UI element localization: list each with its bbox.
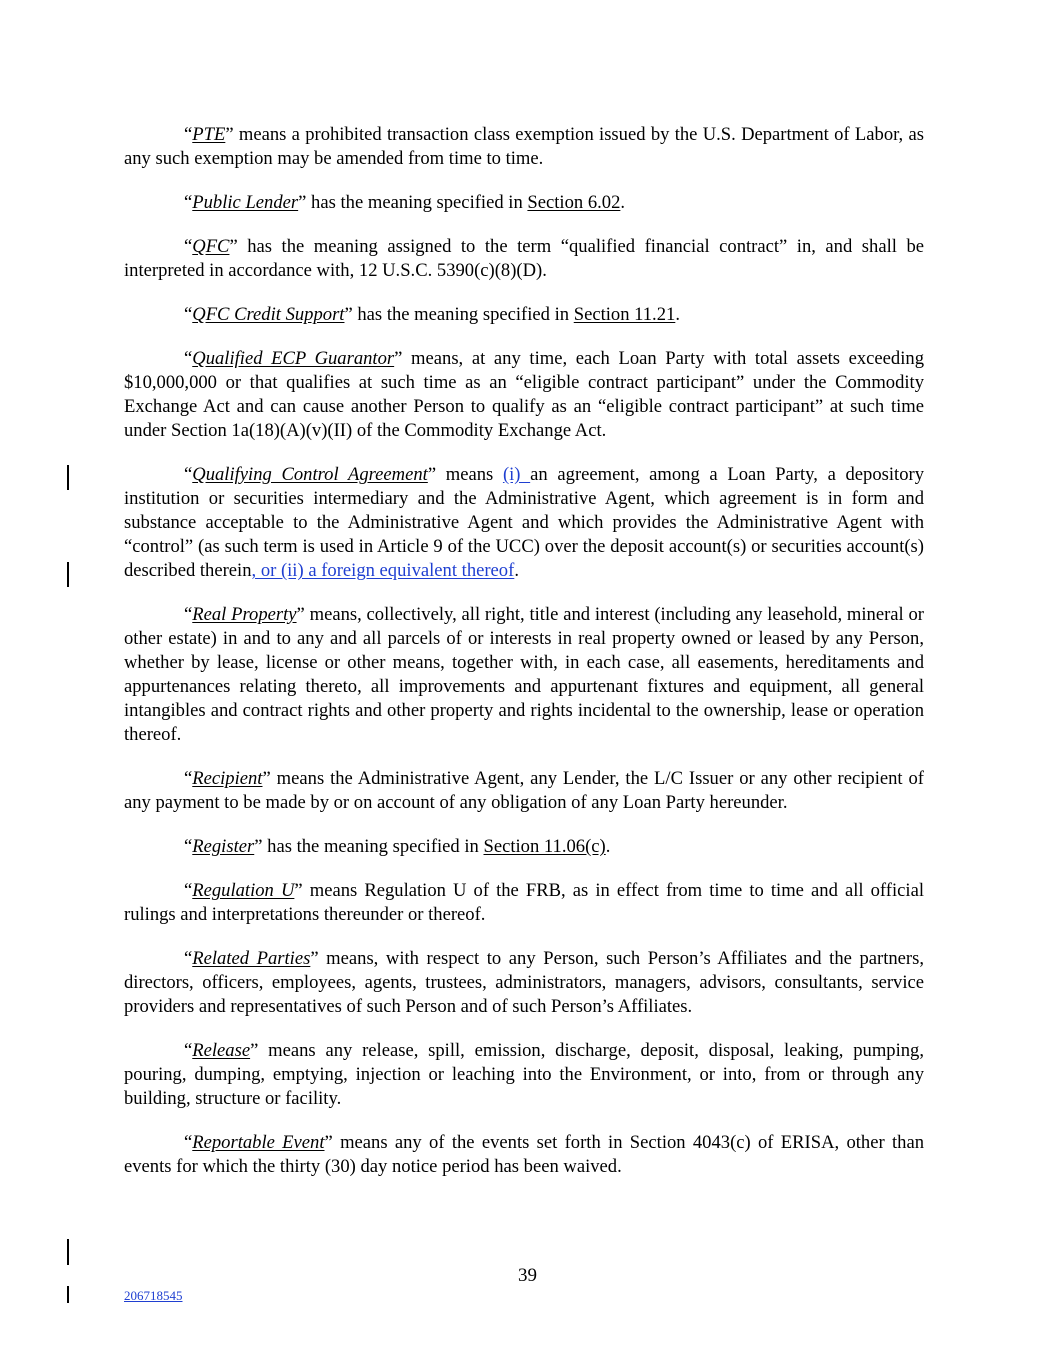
section-reference: Section 11.06(c): [483, 836, 606, 857]
section-reference: Section 11.21: [573, 304, 676, 325]
definition-public-lender: “Public Lender” has the meaning specified in Section 6.02.: [184, 192, 626, 213]
revision-change-bar: [67, 465, 69, 490]
defined-term: Release: [192, 1040, 251, 1061]
defined-term: Qualified ECP Guarantor: [192, 348, 395, 369]
definition-release: “Release” means any release, spill, emission, discharge, deposit, disposal, leaking, pumping, pouring, dumping, emptying, injection or leaching into the Environment, or into, from or through any building, structure or facility.: [124, 1040, 924, 1109]
defined-term: QFC: [192, 236, 230, 257]
definition-pte: “PTE” means a prohibited transaction class exemption issued by the U.S. Department of Labor, as any such exemption may be amended from time to time.: [124, 124, 924, 169]
defined-term: Public Lender: [192, 192, 299, 213]
defined-term: Register: [192, 836, 255, 857]
definition-register: “Register” has the meaning specified in Section 11.06(c).: [184, 836, 611, 857]
defined-term: Related Parties: [192, 948, 311, 969]
definition-related-parties: “Related Parties” means, with respect to any Person, such Person’s Affiliates and the partners, directors, officers, employees, agents, trustees, administrators, managers, advisors, consultants, service providers and representatives of such Person and of such Person’s Affiliates.: [124, 948, 924, 1017]
defined-term: Regulation U: [192, 880, 295, 901]
revision-change-bar: [67, 562, 69, 587]
defined-term: PTE: [192, 124, 226, 145]
definition-reportable-event: “Reportable Event” means any of the events set forth in Section 4043(c) of ERISA, other than events for which the thirty (30) day notice period has been waived.: [124, 1132, 924, 1177]
defined-term: Recipient: [192, 768, 263, 789]
defined-term: QFC Credit Support: [192, 304, 345, 325]
definition-qualified-ecp-guarantor: “Qualified ECP Guarantor” means, at any time, each Loan Party with total assets exceeding $10,000,000 or that qualifies at such time as an “eligible contract participant” under the Commodity Exchange Act and can cause another Person to qualify as an “eligible contract participant” at such time under Section 1a(18)(A)(v)(II) of the Commodity Exchange Act.: [124, 348, 924, 441]
defined-term: Qualifying Control Agreement: [192, 464, 428, 485]
document-id: 206718545: [124, 1288, 183, 1303]
definition-real-property: “Real Property” means, collectively, all right, title and interest (including any leasehold, mineral or other estate) in and to any and all parcels of or interests in real property owned or leased by any Person, whether by lease, license or other means, together with, in each case, all easements, hereditaments and appurtenances relating thereto, all improvements and appurtenant fixtures and equipment, all general intangibles and contract rights and other property and rights incidental to the ownership, lease or operation thereof.: [124, 604, 924, 745]
document-body: [124, 123, 924, 1199]
defined-term: Reportable Event: [192, 1132, 325, 1153]
revision-change-bar: [67, 1286, 69, 1303]
page-number: 39: [518, 1265, 537, 1286]
definition-qualifying-control-agreement: “Qualifying Control Agreement” means (i) an agreement, among a Loan Party, a depository institution or securities intermediary and the Administrative Agent, which agreement is in form and substance acceptable to the Administrative Agent and which provides the Administrative Agent with “control” (as such term is used in Article 9 of the UCC) over the deposit account(s) or securities account(s) described therein, or (ii) a foreign equivalent thereof.: [124, 464, 924, 581]
revision-insertion: (i): [502, 464, 531, 485]
definition-regulation-u: “Regulation U” means Regulation U of the FRB, as in effect from time to time and all official rulings and interpretations thereunder or thereof.: [124, 880, 924, 925]
definition-qfc: “QFC” has the meaning assigned to the term “qualified financial contract” in, and shall be interpreted in accordance with, 12 U.S.C. 5390(c)(8)(D).: [124, 236, 924, 281]
definition-qfc-credit-support: “QFC Credit Support” has the meaning specified in Section 11.21.: [184, 304, 680, 325]
definition-recipient: “Recipient” means the Administrative Agent, any Lender, the L/C Issuer or any other recipient of any payment to be made by or on account of any obligation of any Loan Party hereunder.: [124, 768, 924, 813]
defined-term: Real Property: [192, 604, 297, 625]
revision-insertion: , or (ii) a foreign equivalent thereof: [251, 560, 515, 581]
revision-change-bar: [67, 1239, 69, 1265]
section-reference: Section 6.02: [527, 192, 621, 213]
